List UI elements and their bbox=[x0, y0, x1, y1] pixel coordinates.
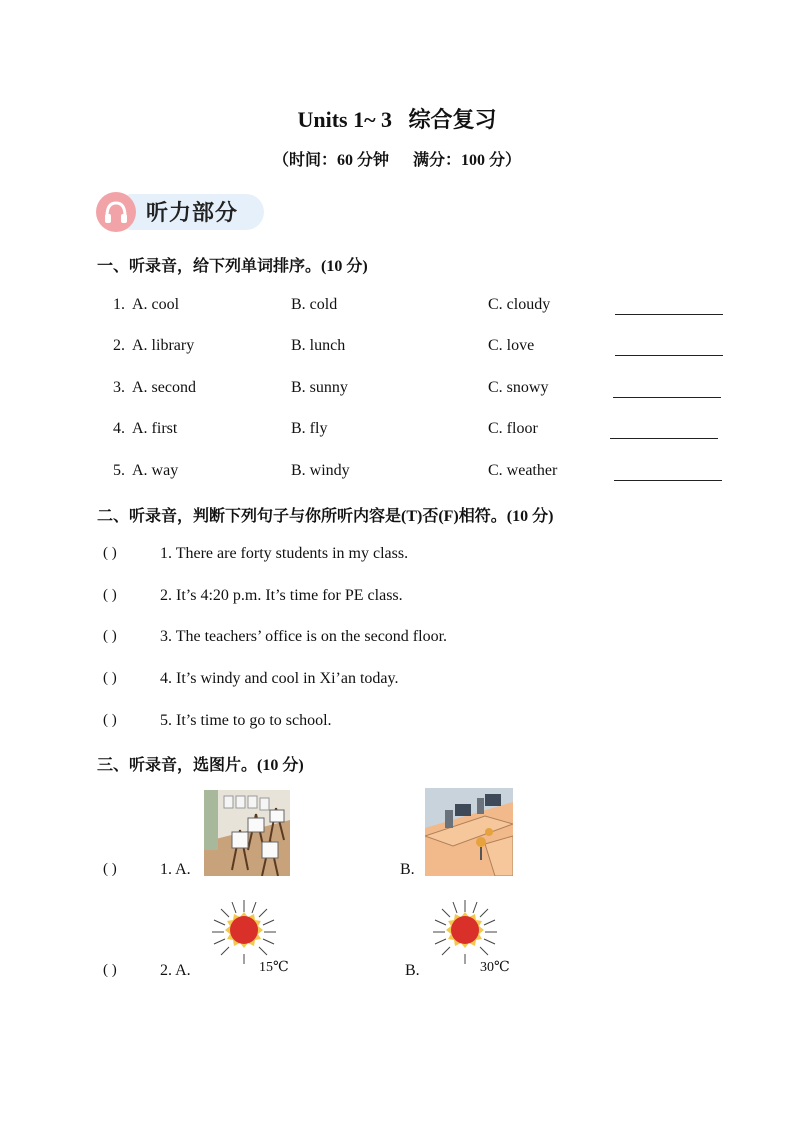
listening-section-banner bbox=[96, 192, 268, 232]
answer-blank[interactable] bbox=[613, 397, 721, 398]
answer-parentheses[interactable]: ( ) bbox=[103, 962, 117, 978]
option-c: C. floor bbox=[488, 420, 538, 437]
answer-blank[interactable] bbox=[615, 355, 723, 356]
question-2-label: 2. A. bbox=[160, 962, 191, 979]
item-number: 3. bbox=[113, 379, 125, 396]
answer-parentheses[interactable]: ( ) bbox=[103, 712, 117, 728]
statement-text: 5. It’s time to go to school. bbox=[160, 712, 332, 729]
option-c: C. love bbox=[488, 337, 535, 354]
option-a: A. second bbox=[132, 379, 196, 396]
option-a: A. first bbox=[132, 420, 178, 437]
statement-text: 4. It’s windy and cool in Xi’an today. bbox=[160, 670, 399, 687]
temperature-label: 15℃ bbox=[259, 960, 289, 975]
answer-blank[interactable] bbox=[610, 438, 718, 439]
option-a: A. cool bbox=[132, 296, 180, 313]
statement-text: 3. The teachers’ office is on the second floor. bbox=[160, 628, 448, 645]
temperature-label: 30℃ bbox=[480, 960, 510, 975]
answer-parentheses[interactable]: ( ) bbox=[103, 545, 117, 561]
computer-room-picture[interactable] bbox=[425, 788, 513, 876]
sun-15-degrees-picture[interactable] bbox=[204, 898, 288, 976]
answer-parentheses[interactable]: ( ) bbox=[103, 628, 117, 644]
answer-blank[interactable] bbox=[614, 480, 722, 481]
answer-parentheses[interactable]: ( ) bbox=[103, 861, 117, 877]
statement-text: 1. There are forty students in my class. bbox=[160, 545, 409, 562]
option-b: B. cold bbox=[291, 296, 338, 313]
answer-parentheses[interactable]: ( ) bbox=[103, 587, 117, 603]
option-a: A. way bbox=[132, 462, 179, 479]
option-b: B. fly bbox=[291, 420, 328, 437]
banner-label: 听力部分 bbox=[146, 201, 239, 226]
option-c: C. weather bbox=[488, 462, 558, 479]
option-b: B. sunny bbox=[291, 379, 348, 396]
part2-heading: 二、听录音，判断下列句子与你所听内容是(T)否(F)相符。(10 分) bbox=[97, 508, 554, 525]
answer-parentheses[interactable]: ( ) bbox=[103, 670, 117, 686]
sun-30-degrees-picture[interactable] bbox=[425, 898, 509, 976]
option-b: B. windy bbox=[291, 462, 350, 479]
statement-text: 2. It’s 4:20 p.m. It’s time for PE class. bbox=[160, 587, 403, 604]
item-number: 1. bbox=[113, 296, 125, 313]
item-number: 5. bbox=[113, 462, 125, 479]
item-number: 2. bbox=[113, 337, 125, 354]
option-c: C. cloudy bbox=[488, 296, 551, 313]
question-1-label: 1. A. bbox=[160, 861, 191, 878]
part3-heading: 三、听录音，选图片。(10 分) bbox=[97, 757, 304, 774]
item-number: 4. bbox=[113, 420, 125, 437]
option-c: C. snowy bbox=[488, 379, 549, 396]
option-b-label: B. bbox=[400, 861, 415, 878]
headphones-icon bbox=[96, 192, 136, 232]
art-room-easels-picture[interactable] bbox=[204, 790, 290, 876]
option-b: B. lunch bbox=[291, 337, 346, 354]
part1-heading: 一、听录音，给下列单词排序。(10 分) bbox=[97, 258, 368, 275]
answer-blank[interactable] bbox=[615, 314, 723, 315]
page-title: Units 1~ 3 综合复习 bbox=[297, 107, 497, 132]
option-b-label: B. bbox=[405, 962, 420, 979]
exam-info: （时间：60 分钟 满分：100 分） bbox=[272, 152, 521, 169]
option-a: A. library bbox=[132, 337, 195, 354]
